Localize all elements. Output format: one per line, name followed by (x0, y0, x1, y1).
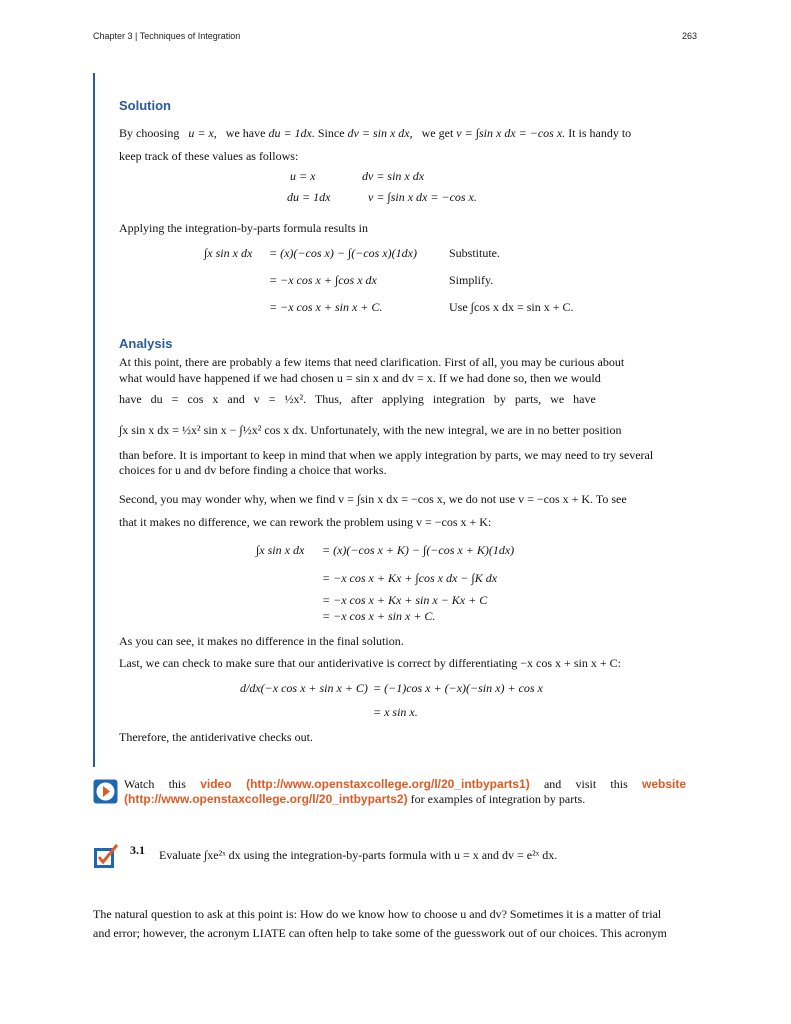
website-link[interactable]: website (642, 777, 687, 791)
analysis-p1-line5: than before. It is important to keep in mind that when we apply integration by parts, we may need to try several (119, 448, 654, 462)
solution-intro-line2: keep track of these values as follows: (119, 149, 299, 163)
running-header-chapter: Chapter 3 | Techniques of Integration (93, 31, 241, 41)
solution-heading: Solution (119, 98, 171, 113)
check-rhs2: = x sin x. (373, 705, 418, 719)
example-sidebar-rule (93, 73, 95, 767)
check-rhs1: = (−1)cos x + (−x)(−sin x) + cos x (373, 681, 543, 695)
analysis-p1-line3: have du = cos x and v = ½x². Thus, after applying integration by parts, we have (119, 392, 596, 406)
table-row2-left: du = 1dx (287, 190, 331, 204)
analysis-p4: Last, we can check to make sure that our antiderivative is correct by differentiating −x cos x + sin x + C: (119, 656, 621, 670)
table-row2-right: v = ∫sin x dx = −cos x. (368, 190, 477, 204)
table-row1-right: dv = sin x dx (362, 169, 425, 183)
rework2-rhs: = −x cos x + Kx + ∫cos x dx − ∫K dx (322, 571, 498, 585)
step1-note: Substitute. (449, 246, 501, 260)
analysis-p3: As you can see, it makes no difference in the final solution. (119, 634, 404, 648)
website-url-link[interactable]: (http://www.openstaxcollege.org/l/20_intbyparts2) (124, 792, 408, 806)
closing-line2: and error; however, the acronym LIATE can often help to take some of the guesswork out of our choices. This acronym (93, 926, 667, 940)
analysis-p5: Therefore, the antiderivative checks out. (119, 730, 313, 744)
video-link[interactable]: video (http://www.openstaxcollege.org/l/20_intbyparts1) (200, 777, 530, 791)
analysis-heading: Analysis (119, 336, 173, 351)
rework3-rhs: = −x cos x + Kx + sin x − Kx + C (322, 593, 488, 607)
page-number: 263 (682, 31, 698, 41)
media-play-icon (93, 779, 118, 804)
rework1-lhs: ∫x sin x dx (256, 543, 305, 557)
analysis-p1-line4: ∫x sin x dx = ½x² sin x − ∫½x² cos x dx. Unfortunately, with the new integral, we are in no better position (119, 423, 622, 437)
step3-rhs: = −x cos x + sin x + C. (269, 300, 383, 314)
media-text: Watch this video (http://www.openstaxcollege.org/l/20_intbyparts1) and visit this website (http://www.openstaxcollege.org/l/20_intbyparts2) for examples of integration by parts. (124, 777, 687, 806)
table-row1-left: u = x (290, 169, 316, 183)
applying-text: Applying the integration-by-parts formula results in (119, 221, 368, 235)
analysis-p1-line2: what would have happened if we had chosen u = sin x and dv = x. If we had done so, then we would (119, 371, 601, 385)
exercise-text: Evaluate ∫xe²ˣ dx using the integration-by-parts formula with u = x and dv = e²ˣ dx. (159, 848, 558, 862)
checkpoint-icon (93, 843, 119, 869)
exercise-number: 3.1 (130, 843, 145, 857)
rework4-rhs: = −x cos x + sin x + C. (322, 609, 436, 623)
analysis-p2-line2: that it makes no difference, we can rework the problem using v = −cos x + K: (119, 515, 492, 529)
analysis-p1-line1: At this point, there are probably a few items that need clarification. First of all, you may be curious about (119, 355, 625, 369)
step3-note: Use ∫cos x dx = sin x + C. (449, 300, 574, 314)
analysis-p2-line1: Second, you may wonder why, when we find v = ∫sin x dx = −cos x, we do not use v = −cos x + K. To see (119, 492, 627, 506)
step2-rhs: = −x cos x + ∫cos x dx (269, 273, 377, 287)
analysis-p1-line6: choices for u and dv before finding a choice that works. (119, 463, 387, 477)
step1-rhs: = (x)(−cos x) − ∫(−cos x)(1dx) (269, 246, 417, 260)
step2-note: Simplify. (449, 273, 494, 287)
check-lhs: d/dx(−x cos x + sin x + C) (240, 681, 368, 695)
closing-line1: The natural question to ask at this point is: How do we know how to choose u and dv? Sometimes it is a matter of trial (93, 907, 662, 921)
rework1-rhs: = (x)(−cos x + K) − ∫(−cos x + K)(1dx) (322, 543, 515, 557)
solution-intro-line1: By choosing u = x, we have du = 1dx. Since dv = sin x dx, we get v = ∫sin x dx = −cos x. It is handy to (119, 126, 632, 140)
step1-lhs: ∫x sin x dx (204, 246, 253, 260)
